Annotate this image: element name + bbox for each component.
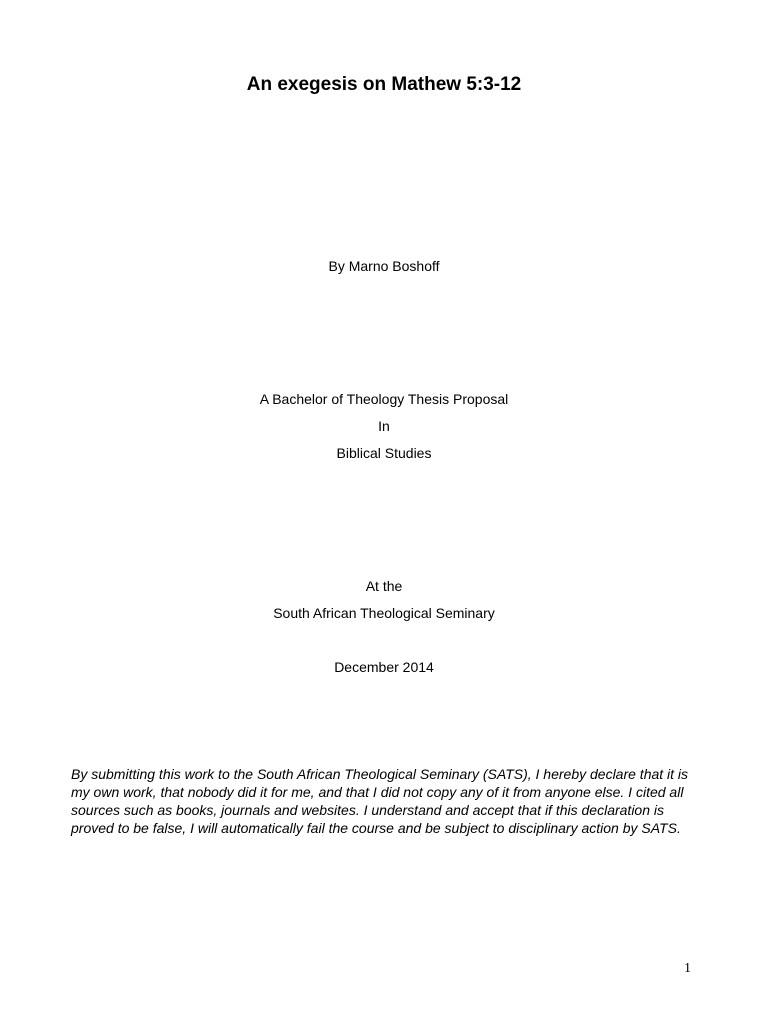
field-line: Biblical Studies xyxy=(336,445,432,461)
declaration-paragraph: By submitting this work to the South African Theological Seminary (SATS), I hereby declare that it is my own work, that nobody did it for me, and that I did not copy any of it from anyone else. I cited all sources such as books, journals and websites. I understand and accept that if this declaration is proved to be false, I will automatically fail the course and be subject to disciplinary action by SATS. xyxy=(71,766,689,836)
institution-line: South African Theological Seminary xyxy=(273,605,495,621)
in-line: In xyxy=(378,418,390,434)
page-number: 1 xyxy=(684,961,691,976)
author-line: By Marno Boshoff xyxy=(328,258,440,274)
degree-line: A Bachelor of Theology Thesis Proposal xyxy=(259,391,509,407)
date-line: December 2014 xyxy=(334,659,434,675)
at-line: At the xyxy=(365,578,403,594)
document-title: An exegesis on Mathew 5:3-12 xyxy=(246,74,522,95)
